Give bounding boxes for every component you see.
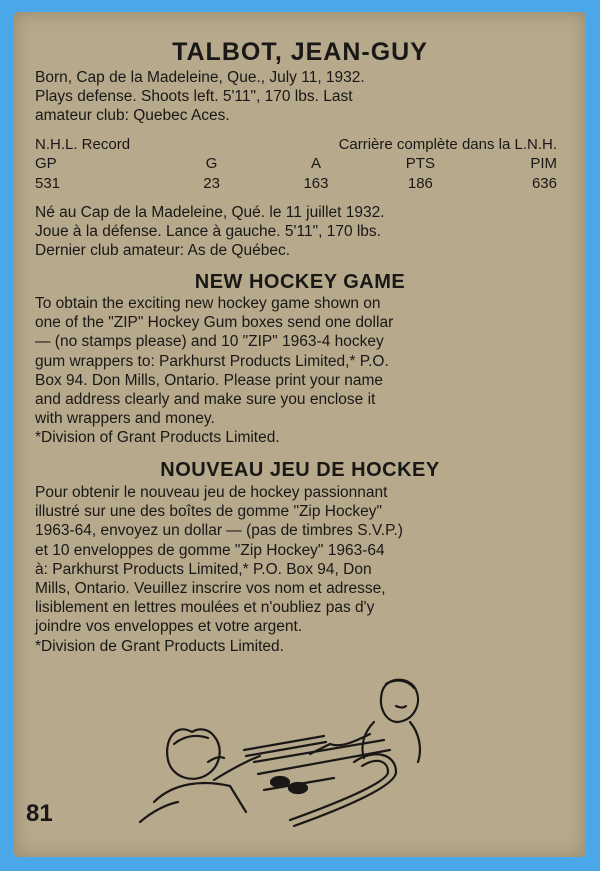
stat-value: 636: [531, 175, 557, 192]
game-fr-line: joindre vos enveloppes et votre argent.: [35, 618, 303, 636]
game-en-line: gum wrappers to: Parkhurst Products Limited,* P.O.: [35, 352, 389, 370]
game-en-line: with wrappers and money.: [35, 410, 215, 428]
player-name: TALBOT, JEAN-GUY: [172, 38, 428, 66]
bio-fr-line: Né au Cap de la Madeleine, Qué. le 11 juillet 1932.: [35, 204, 385, 221]
bio-french: [35, 203, 555, 261]
bio-en-line: Born, Cap de la Madeleine, Que., July 11, 1932.: [35, 69, 365, 86]
game-text-english: [35, 294, 555, 448]
game-en-line: To obtain the exciting new hockey game shown on: [35, 295, 381, 312]
game-en-line: and address clearly and make sure you enclose it: [35, 391, 376, 409]
game-fr-line: Pour obtenir le nouveau jeu de hockey passionnant: [35, 484, 388, 501]
stat-header: PTS: [405, 155, 435, 172]
game-fr-line: à: Parkhurst Products Limited,* P.O. Box 94, Don: [35, 560, 372, 578]
bio-en-line: Plays defense. Shoots left. 5'11", 170 lbs. Last: [35, 88, 353, 106]
stat-value: 163: [303, 175, 329, 192]
game-fr-line: et 10 enveloppes de gomme "Zip Hockey" 1963-64: [35, 541, 385, 559]
bio-fr-line: Dernier club amateur: As de Québec.: [35, 242, 291, 260]
bio-fr-line: Joue à la défense. Lance à gauche. 5'11", 170 lbs.: [35, 223, 381, 241]
stat-header: PIM: [530, 155, 557, 172]
stat-value: 531: [35, 175, 61, 192]
game-en-line: one of the "ZIP" Hockey Gum boxes send one dollar: [35, 314, 394, 332]
stat-value: 186: [407, 175, 433, 192]
game-fr-line: illustré sur une des boîtes de gomme "Zip Hockey": [35, 503, 382, 521]
game-fr-line: lisiblement en lettres moulées et n'oubliez pas d'y: [35, 599, 375, 617]
game-heading-en: NEW HOCKEY GAME: [194, 271, 406, 293]
bio-english: [35, 68, 555, 126]
bio-en-line: amateur club: Quebec Aces.: [35, 107, 230, 125]
record-header: [35, 136, 557, 153]
stats-values: [35, 175, 557, 192]
game-fr-line: 1963-64, envoyez un dollar — (pas de timbres S.V.P.): [35, 522, 403, 540]
game-en-line: — (no stamps please) and 10 "ZIP" 1963-4 hockey: [35, 333, 384, 351]
stats-headers: [35, 155, 557, 172]
game-fr-line: Mills, Ontario. Veuillez inscrire vos nom et adresse,: [35, 580, 386, 598]
card-number: 81: [26, 800, 53, 827]
game-text-french: [35, 483, 555, 656]
game-fr-footnote: *Division de Grant Products Limited.: [35, 637, 284, 655]
game-en-footnote: *Division of Grant Products Limited.: [35, 429, 280, 447]
stat-header: A: [310, 155, 321, 172]
stat-header: G: [205, 155, 218, 172]
record-label-fr: Carrière complète dans la L.N.H.: [338, 136, 557, 153]
hockey-game-players-icon: [134, 662, 424, 832]
stat-header: GP: [35, 155, 57, 172]
stat-value: 23: [203, 175, 220, 192]
trading-card-back: [14, 12, 586, 857]
game-en-line: Box 94. Don Mills, Ontario. Please print your name: [35, 371, 384, 389]
record-label-en: N.H.L. Record: [35, 136, 131, 153]
game-heading-fr: NOUVEAU JEU DE HOCKEY: [160, 459, 440, 481]
